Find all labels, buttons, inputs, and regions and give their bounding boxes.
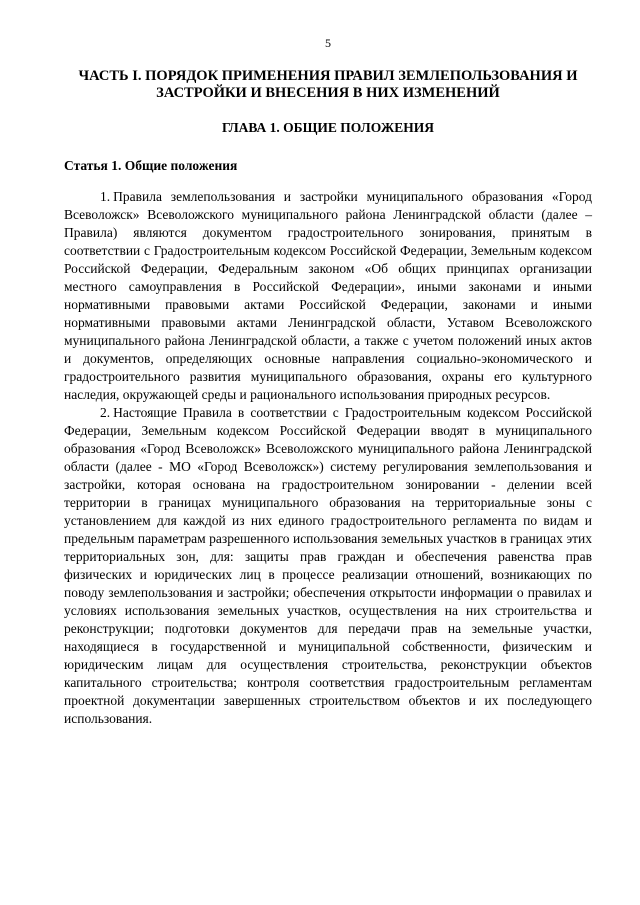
paragraph-text: Настоящие Правила в соответствии с Градостроительным кодексом Российской Федерации, Земельным кодексом Российской Федерации вводят в муниципального образования «Город Всеволожск» Всеволожского муниципального района Ленинградской области (далее - МО «Город Всеволожск») систему регулирования землепользования и застройки, которая основана на градостроительном зонировании - делении всей территории в границах муниципального образования на территориальные зоны с установлением для каждой из них единого градостроительного регламента по видам и предельным параметрам разрешенного использования земельных участков в границах этих территориальных зон, для: защиты прав граждан и обеспечения равенства прав физических и юридических лиц в процессе реализации отношений, возникающих по поводу землепользования и застройки; обеспечения открытости информации о правилах и условиях использования земельных участков, осуществления на них строительства и реконструкции; подготовки документов для передачи прав на земельные участки, находящиеся в государственной и муниципальной собственности, физическим и юридическим лицам для осуществления строительства, реконструкции объектов капитального строительства; контроля соответствия градостроительным регламентам проектной документации завершенных строительством объектов и их последующего использования. xyxy=(64,405,592,726)
paragraph-number: 1. xyxy=(100,189,111,204)
paragraph-text: Правила землепользования и застройки муниципального образования «Город Всеволожск» Всеволожского муниципального района Ленинградской области (далее – Правила) являются документом градостроительного зонирования, принятым в соответствии с Градостроительным кодексом Российской Федерации, Земельным кодексом Российской Федерации, Федеральным законом «Об общих принципах организации местного самоуправления в Российской Федерации», иными законами и иными нормативными правовыми актами Российской Федерации, законами и иными нормативными правовыми актами Ленинградской области, Уставом Всеволожского муниципального района Ленинградской области, а также с учетом положений иных актов и документов, определяющих основные направления социально-экономического и градостроительного развития муниципального образования, охраны его культурного наследия, окружающей среды и рационального использования природных ресурсов. xyxy=(64,189,592,402)
article-title: Статья 1. Общие положения xyxy=(64,158,238,173)
page-number: 5 xyxy=(325,36,331,50)
part-title: ЧАСТЬ I. ПОРЯДОК ПРИМЕНЕНИЯ ПРАВИЛ ЗЕМЛЕПОЛЬЗОВАНИЯ И ЗАСТРОЙКИ И ВНЕСЕНИЯ В НИХ ИЗМЕНЕНИЙ xyxy=(78,68,578,101)
paragraph-1 xyxy=(64,188,592,404)
paragraph-2 xyxy=(64,404,592,728)
chapter-title: ГЛАВА 1. ОБЩИЕ ПОЛОЖЕНИЯ xyxy=(222,120,434,135)
paragraph-number: 2. xyxy=(100,405,111,420)
